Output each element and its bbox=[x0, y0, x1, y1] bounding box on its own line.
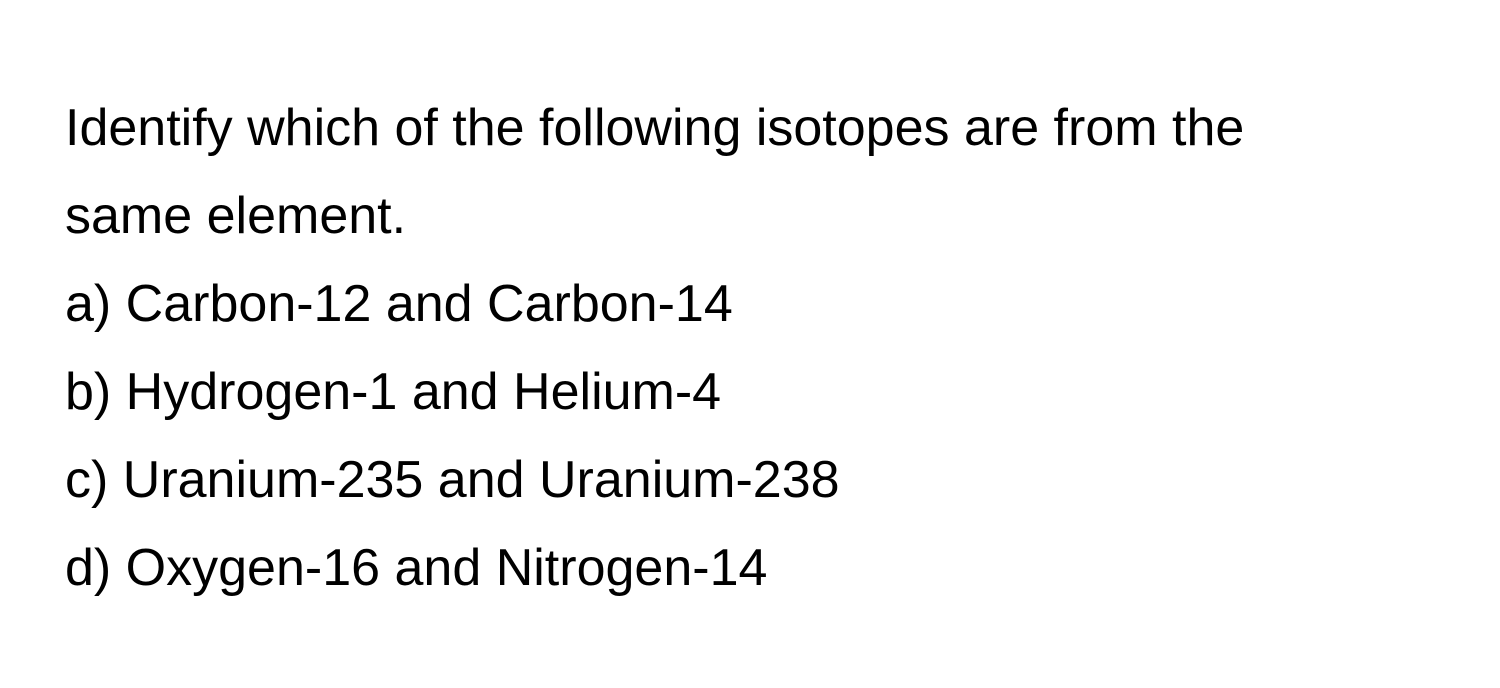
option-c: c) Uranium-235 and Uranium-238 bbox=[65, 451, 840, 509]
option-d: d) Oxygen-16 and Nitrogen-14 bbox=[65, 539, 768, 597]
question-block bbox=[65, 84, 1465, 612]
option-a: a) Carbon-12 and Carbon-14 bbox=[65, 275, 733, 333]
question-prompt-line-1: Identify which of the following isotopes are from the bbox=[65, 99, 1245, 157]
question-prompt-line-2: same element. bbox=[65, 187, 407, 245]
option-b: b) Hydrogen-1 and Helium-4 bbox=[65, 363, 722, 421]
